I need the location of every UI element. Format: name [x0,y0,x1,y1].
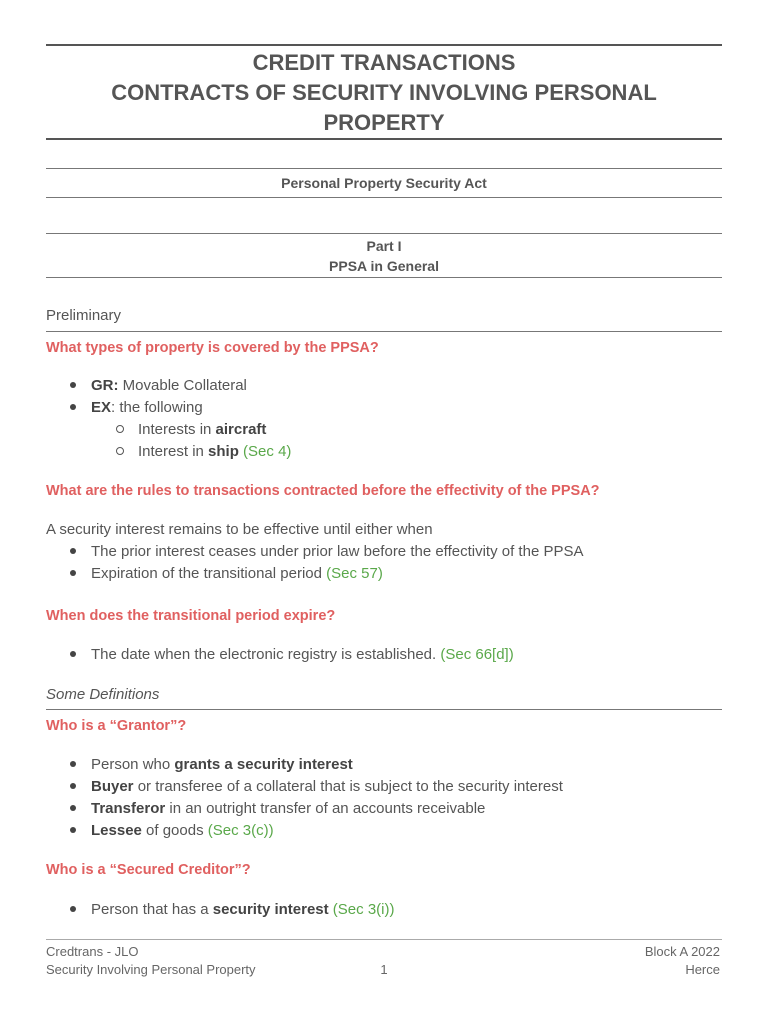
list-item [70,399,203,416]
part-bottom-rule [46,277,722,278]
section-reference: (Sec 4) [238,443,292,460]
title-line-3: PROPERTY [323,110,445,135]
item-text: Interests in [138,421,216,438]
list-item [70,778,563,795]
footer-left [46,943,256,979]
question-prior-transactions: What are the rules to transactions contracted before the effectivity of the PPSA? [46,483,600,499]
bold-text: ship [208,443,239,460]
footer-author: Herce [685,962,720,977]
title-line-1: CREDIT TRANSACTIONS [252,50,516,75]
part-number: Part I [366,238,402,254]
item-text: Person who [91,756,175,773]
part-top-rule [46,233,722,234]
list-item [70,800,485,817]
question-secured-creditor: Who is a “Secured Creditor”? [46,862,251,878]
item-text: The prior interest ceases under prior law before the effectivity of the PPSA [91,543,584,560]
footer-course: Credtrans - JLO [46,944,139,959]
sub-list-item [116,443,291,460]
item-text: Interest in [138,443,209,460]
bold-text: aircraft [215,421,267,438]
bold-text: Lessee [91,822,142,839]
part-name: PPSA in General [329,258,439,274]
question-property-covered: What types of property is covered by the PPSA? [46,340,379,356]
page-number: 1 [380,962,388,977]
item-text: Expiration of the transitional period [91,565,322,582]
footer-block: Block A 2022 [644,944,720,959]
item-text: or transferee of a collateral that is subject to the security interest [133,778,563,795]
bold-text: EX [91,399,112,416]
section-preliminary: Preliminary [46,307,122,324]
page-title [46,48,722,138]
act-bottom-rule [46,197,722,198]
item-text: Person that has a [91,901,213,918]
bullet-icon [70,805,76,811]
bold-text: Buyer [91,778,134,795]
bullet-icon [70,783,76,789]
circle-bullet-icon [116,425,124,433]
bullet-icon [70,382,76,388]
bold-text: security interest [212,901,329,918]
preliminary-rule [46,331,722,332]
title-line-2: CONTRACTS OF SECURITY INVOLVING PERSONAL [111,80,657,105]
sub-list-item [116,421,266,438]
question-transitional-period: When does the transitional period expire? [46,608,336,624]
list-item [70,565,383,582]
bullet-icon [70,548,76,554]
footer-right [645,943,720,979]
circle-bullet-icon [116,447,124,455]
list-item [70,377,247,394]
bold-text: grants a security interest [174,756,353,773]
list-item [70,543,583,560]
section-reference: (Sec 57) [321,565,383,582]
bullet-icon [70,906,76,912]
list-item [70,901,394,918]
item-text: The date when the electronic registry is established. [91,646,437,663]
list-item [70,756,353,773]
bold-text: GR: [91,377,119,394]
bullet-icon [70,761,76,767]
title-bottom-rule [46,138,722,140]
act-top-rule [46,168,722,169]
bullet-icon [70,651,76,657]
bullet-icon [70,404,76,410]
bullet-icon [70,827,76,833]
item-text: of goods [141,822,204,839]
list-item [70,822,274,839]
item-text: Movable Collateral [118,377,247,394]
footer-rule [46,939,722,940]
act-heading: Personal Property Security Act [281,175,487,191]
item-text: in an outright transfer of an accounts receivable [165,800,486,817]
item-text: : the following [111,399,203,416]
footer-topic: Security Involving Personal Property [46,962,256,977]
list-item [70,646,514,663]
bullet-icon [70,570,76,576]
definitions-rule [46,709,722,710]
section-reference: (Sec 66[d]) [436,646,514,663]
section-reference: (Sec 3(i)) [328,901,395,918]
section-definitions: Some Definitions [46,686,160,703]
paragraph: A security interest remains to be effective until either when [46,521,433,538]
question-grantor: Who is a “Grantor”? [46,718,187,734]
top-rule [46,44,722,46]
bold-text: Transferor [91,800,166,817]
section-reference: (Sec 3(c)) [203,822,274,839]
